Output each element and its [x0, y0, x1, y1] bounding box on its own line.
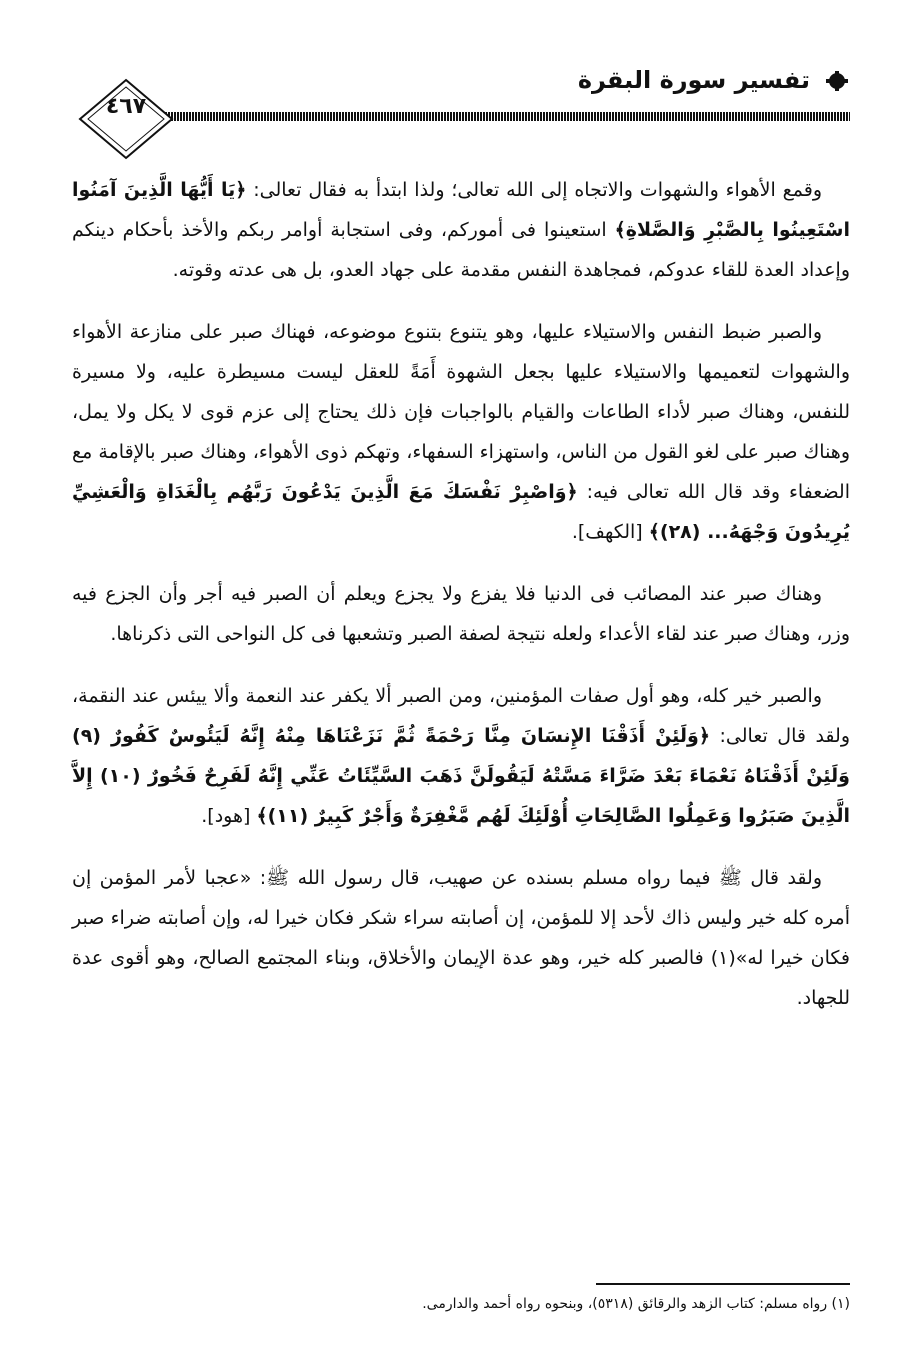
- quran-verse: ﴿وَاصْبِرْ نَفْسَكَ مَعَ الَّذِينَ يَدْعُونَ رَبَّهُم بِالْغَدَاةِ وَالْعَشِيِّ يُرِيدُونَ وَجْهَهُ... (٢٨)﴾: [72, 481, 850, 543]
- ornament-icon: [824, 70, 850, 92]
- paragraph-2: [72, 312, 850, 552]
- paragraph-3: [72, 574, 850, 654]
- footnote-divider: [596, 1283, 850, 1285]
- header-rule: [144, 112, 850, 121]
- quran-verse: ﴿يَا أَيُّهَا الَّذِينَ آمَنُوا اسْتَعِينُوا بِالصَّبْرِ وَالصَّلاةِ﴾: [72, 179, 850, 241]
- quran-verse: ﴿وَلَئِنْ أَذَقْنَا الإِنسَانَ مِنَّا رَحْمَةً ثُمَّ نَزَعْنَاهَا مِنْهُ إِنَّهُ لَيَئُوسٌ كَفُورٌ (٩) وَلَئِنْ أَذَقْنَاهُ نَعْمَاءَ بَعْدَ ضَرَّاءَ مَسَّتْهُ لَيَقُولَنَّ ذَهَبَ السَّيِّئَاتُ عَنِّي إِنَّهُ لَفَرِحٌ فَخُورٌ (١٠) إِلاَّ الَّذِينَ صَبَرُوا وَعَمِلُوا الصَّالِحَاتِ أُوْلَئِكَ لَهُم مَّغْفِرَةٌ وَأَجْرٌ كَبِيرٌ (١١)﴾: [72, 725, 850, 827]
- text-run: استعينوا فى أموركم، وفى استجابة أوامر ربكم والأخذ بأحكام دينكم وإعداد العدة للقاء عدوكم، فمجاهدة النفس مقدمة على جهاد العدو، بل هى عدته وقوته.: [72, 219, 850, 281]
- text-run: ولقد قال ﷺ فيما رواه مسلم بسنده عن صهيب، قال رسول الله ﷺ: «عجبا لأمر المؤمن إن أمره كله خير وليس ذاك لأحد إلا للمؤمن، إن أصابته سراء شكر فكان خيرا له، وإن أصابته ضراء صبر فكان خيرا له»(١) فالصبر كله خير، وهو عدة الإيمان والأخلاق، وبناء المجتمع الصالح، وهو أقوى عدة للجهاد.: [72, 867, 850, 1009]
- paragraph-5: [72, 858, 850, 1018]
- paragraph-4: [72, 676, 850, 836]
- paragraph-1: [72, 170, 850, 290]
- text-run: والصبر خير كله، وهو أول صفات المؤمنين، ومن الصبر ألا يكفر عند النعمة وألا ييئس عند النقمة، ولقد قال تعالى:: [72, 685, 850, 747]
- page-header: [78, 60, 850, 160]
- page-number: ٤٦٧: [105, 94, 147, 119]
- text-run: وقمع الأهواء والشهوات والاتجاه إلى الله تعالى؛ ولذا ابتدأ به فقال تعالى:: [246, 179, 822, 201]
- surah-reference: [الكهف].: [571, 521, 649, 543]
- running-title: تفسير سورة البقرة: [577, 66, 810, 94]
- footnote: (١) رواه مسلم: كتاب الزهد والرقائق (٥٣١٨)، وبنحوه رواه أحمد والدارمى.: [422, 1296, 850, 1312]
- body-text: [72, 170, 850, 1040]
- page-number-diamond-icon: [78, 78, 174, 160]
- text-run: وهناك صبر عند المصائب فى الدنيا فلا يفزع ولا يجزع ويعلم أن الصبر فيه أجر وأن الجزع فيه وزر، وهناك صبر عند لقاء الأعداء ولعله نتيجة لصفة الصبر وتشعبها فى كل النواحى التى ذكرناها.: [72, 583, 850, 645]
- text-run: والصبر ضبط النفس والاستيلاء عليها، وهو يتنوع بتنوع موضوعه، فهناك صبر على منازعة الأهواء والشهوات لتعميمها والاستيلاء عليها بجعل الشهوة أَمَةً للعقل ليست مسيطرة عليه، ولا مسيرة للنفس، وهناك صبر لأداء الطاعات والقيام بالواجبات فإن ذلك يحتاج إلى عزم قوى لا يكل ولا يمل، وهناك صبر على لغو القول من الناس، واستهزاء السفهاء، وتهكم ذوى الأهواء، وهناك صبر بالإقامة مع الضعفاء وقد قال الله تعالى فيه:: [72, 321, 850, 503]
- surah-reference: [هود].: [201, 805, 257, 827]
